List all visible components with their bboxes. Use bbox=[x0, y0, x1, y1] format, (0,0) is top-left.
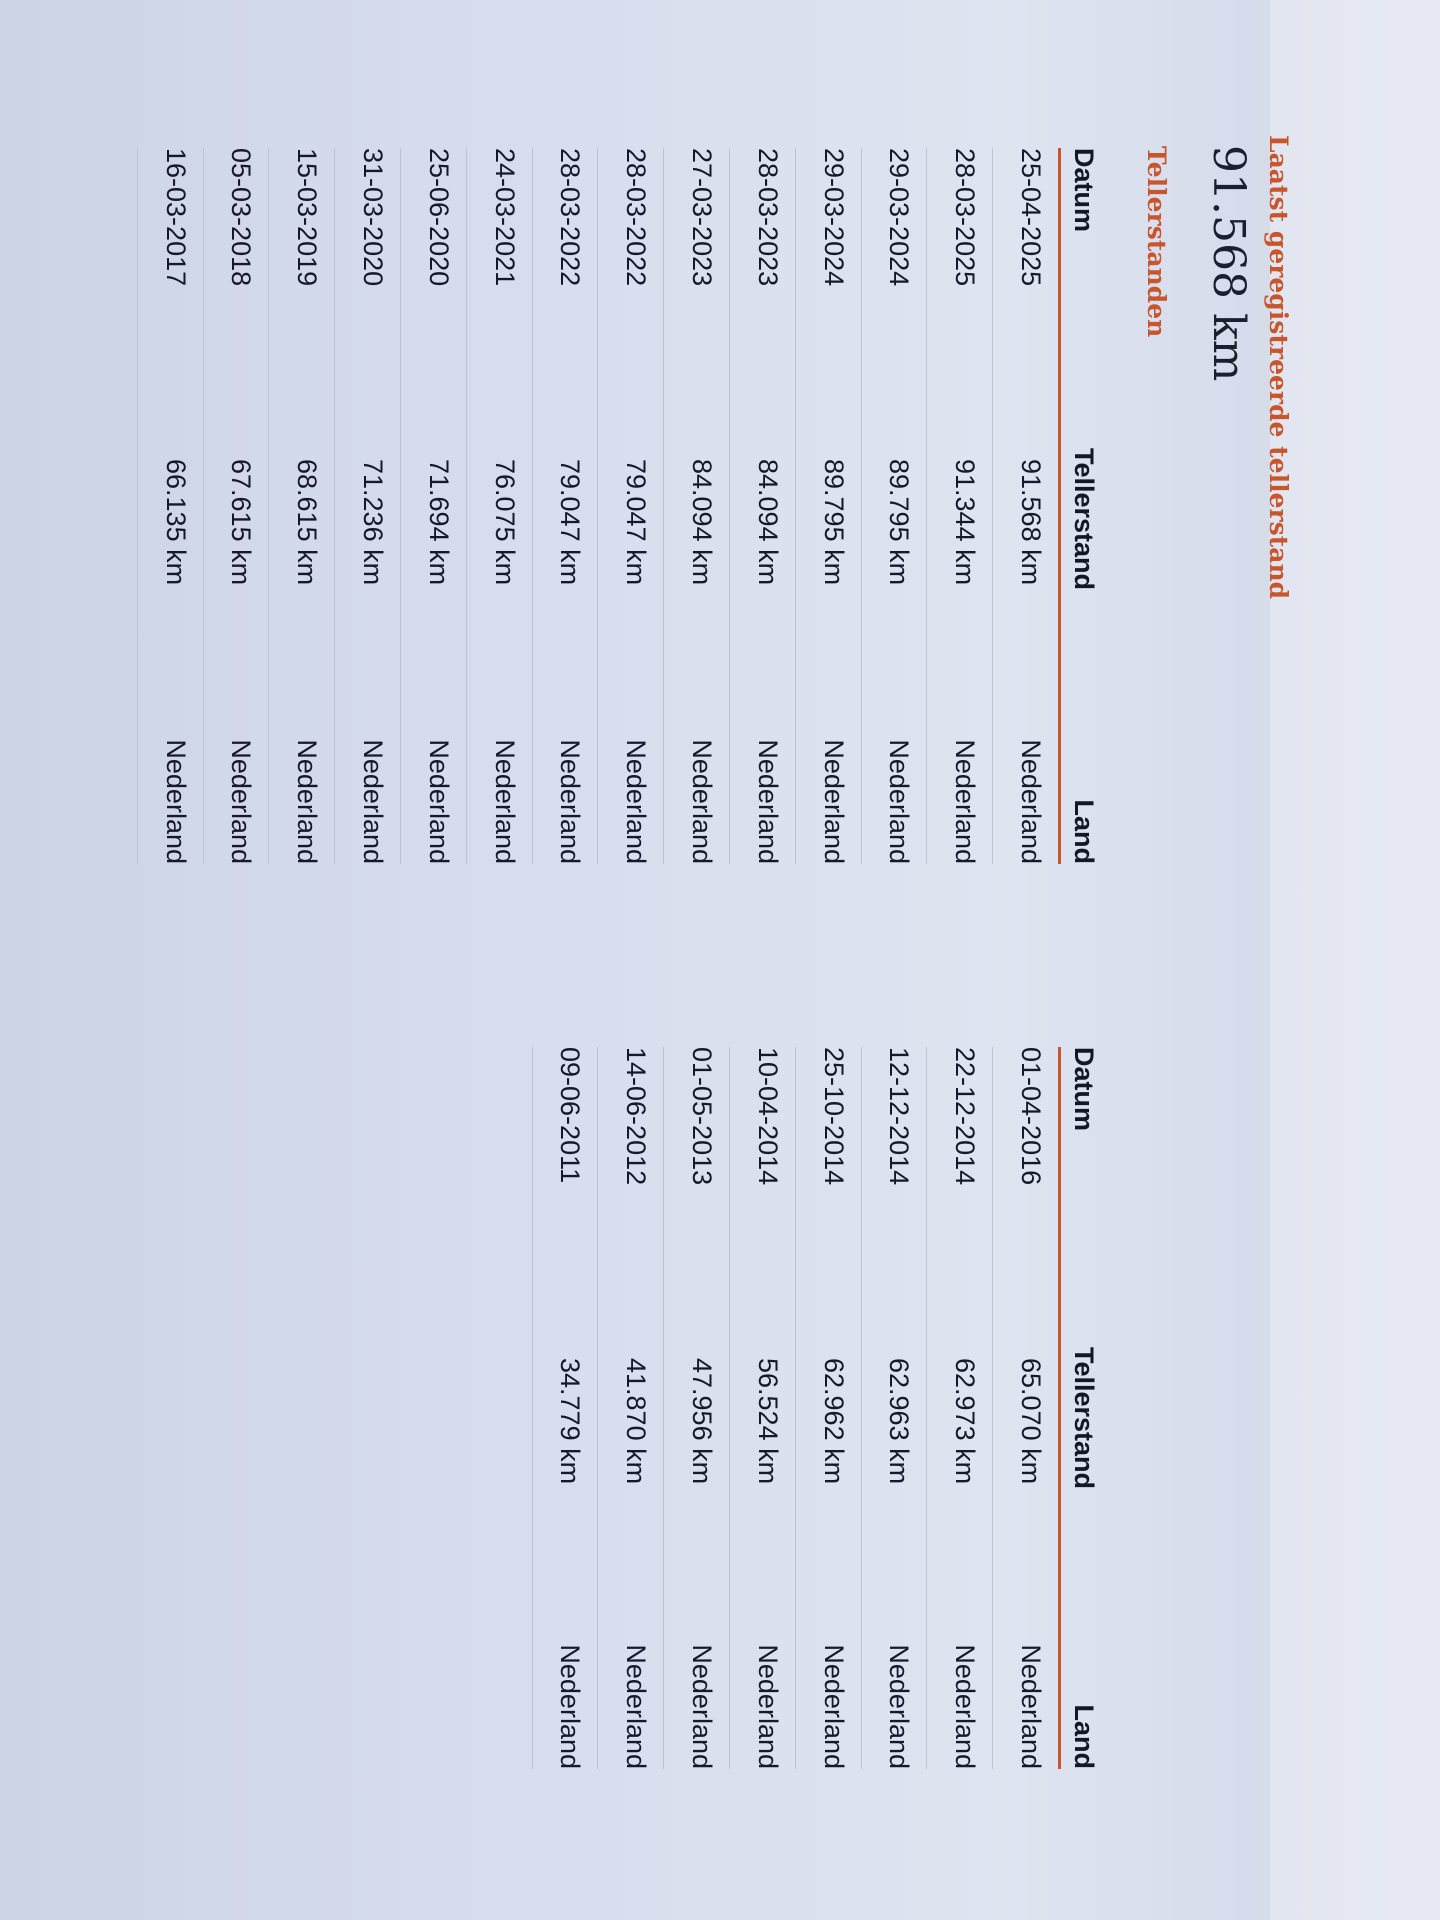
row-country: Nederland bbox=[752, 739, 783, 864]
row-reading: 91.344 km bbox=[950, 459, 981, 586]
row-country: Nederland bbox=[621, 1644, 652, 1769]
header-reading: Tellerstand bbox=[1069, 448, 1099, 591]
row-date: 10-04-2014 bbox=[752, 1047, 783, 1186]
row-reading: 62.962 km bbox=[818, 1358, 849, 1485]
row-country: Nederland bbox=[687, 739, 718, 864]
table-row bbox=[663, 148, 729, 864]
row-reading: 76.075 km bbox=[489, 459, 520, 586]
row-country: Nederland bbox=[687, 1644, 718, 1769]
row-date: 14-06-2012 bbox=[621, 1047, 652, 1186]
row-reading: 67.615 km bbox=[226, 459, 257, 586]
table-row bbox=[663, 1047, 729, 1769]
table-row bbox=[400, 148, 466, 864]
table-row bbox=[532, 148, 598, 864]
table-row bbox=[137, 148, 203, 864]
table-row bbox=[597, 1047, 663, 1769]
row-date: 29-03-2024 bbox=[884, 148, 915, 287]
row-date: 01-05-2013 bbox=[687, 1047, 718, 1186]
table-header bbox=[1058, 1047, 1107, 1769]
row-country: Nederland bbox=[818, 1644, 849, 1769]
header-country: Land bbox=[1069, 799, 1099, 864]
row-reading: 71.694 km bbox=[423, 459, 454, 586]
row-country: Nederland bbox=[555, 1644, 586, 1769]
row-date: 24-03-2021 bbox=[489, 148, 520, 287]
row-country: Nederland bbox=[1016, 739, 1046, 864]
row-date: 16-03-2017 bbox=[160, 148, 191, 287]
row-country: Nederland bbox=[950, 739, 981, 864]
row-reading: 62.963 km bbox=[884, 1358, 915, 1485]
row-date: 12-12-2014 bbox=[884, 1047, 915, 1186]
table-row bbox=[729, 148, 795, 864]
section-title: Tellerstanden bbox=[1142, 146, 1171, 338]
row-country: Nederland bbox=[226, 739, 257, 864]
row-country: Nederland bbox=[950, 1644, 981, 1769]
row-date: 05-03-2018 bbox=[226, 148, 257, 287]
row-reading: 79.047 km bbox=[621, 459, 652, 586]
row-country: Nederland bbox=[423, 739, 454, 864]
table-row bbox=[992, 148, 1058, 864]
odometer-table-right bbox=[532, 1047, 1107, 1769]
row-country: Nederland bbox=[489, 739, 520, 864]
table-row bbox=[795, 1047, 861, 1769]
row-reading: 66.135 km bbox=[160, 459, 191, 586]
table-row bbox=[466, 148, 532, 864]
table-row bbox=[861, 1047, 927, 1769]
row-country: Nederland bbox=[160, 739, 191, 864]
row-reading: 68.615 km bbox=[292, 459, 323, 586]
row-date: 25-10-2014 bbox=[818, 1047, 849, 1186]
odometer-table-left bbox=[137, 148, 1107, 864]
row-date: 27-03-2023 bbox=[687, 148, 718, 287]
row-country: Nederland bbox=[621, 739, 652, 864]
table-header bbox=[1058, 148, 1107, 864]
table-row bbox=[926, 148, 992, 864]
row-reading: 79.047 km bbox=[555, 459, 586, 586]
row-date: 29-03-2024 bbox=[818, 148, 849, 287]
header-reading: Tellerstand bbox=[1069, 1347, 1099, 1490]
row-country: Nederland bbox=[752, 1644, 783, 1769]
row-reading: 71.236 km bbox=[358, 459, 389, 586]
row-date: 15-03-2019 bbox=[292, 148, 323, 287]
row-reading: 84.094 km bbox=[687, 459, 718, 586]
table-row bbox=[597, 148, 663, 864]
row-date: 28-03-2023 bbox=[752, 148, 783, 287]
table-row bbox=[532, 1047, 598, 1769]
row-reading: 41.870 km bbox=[621, 1358, 652, 1485]
row-date: 22-12-2014 bbox=[950, 1047, 981, 1186]
row-reading: 65.070 km bbox=[1016, 1358, 1046, 1485]
row-reading: 47.956 km bbox=[687, 1358, 718, 1485]
row-country: Nederland bbox=[358, 739, 389, 864]
table-row bbox=[992, 1047, 1058, 1769]
row-date: 28-03-2022 bbox=[621, 148, 652, 287]
table-row bbox=[729, 1047, 795, 1769]
last-reading-label: Laatst geregistreerde tellerstand bbox=[1264, 135, 1293, 600]
last-reading-value: 91.568 km bbox=[1203, 145, 1254, 382]
row-country: Nederland bbox=[884, 739, 915, 864]
row-country: Nederland bbox=[555, 739, 586, 864]
row-date: 25-04-2025 bbox=[1016, 148, 1046, 287]
row-country: Nederland bbox=[292, 739, 323, 864]
row-country: Nederland bbox=[1016, 1644, 1046, 1769]
row-reading: 62.973 km bbox=[950, 1358, 981, 1485]
row-date: 09-06-2011 bbox=[555, 1047, 586, 1184]
table-row bbox=[926, 1047, 992, 1769]
table-row bbox=[861, 148, 927, 864]
table-row bbox=[795, 148, 861, 864]
table-row bbox=[203, 148, 269, 864]
table-row bbox=[268, 148, 334, 864]
row-reading: 91.568 km bbox=[1016, 459, 1046, 586]
row-date: 28-03-2025 bbox=[950, 148, 981, 287]
row-reading: 34.779 km bbox=[555, 1358, 586, 1485]
header-country: Land bbox=[1069, 1704, 1099, 1769]
row-reading: 84.094 km bbox=[752, 459, 783, 586]
row-reading: 89.795 km bbox=[884, 459, 915, 586]
row-country: Nederland bbox=[818, 739, 849, 864]
table-row bbox=[334, 148, 400, 864]
row-date: 31-03-2020 bbox=[358, 148, 389, 287]
row-date: 01-04-2016 bbox=[1016, 1047, 1046, 1186]
row-reading: 56.524 km bbox=[752, 1358, 783, 1485]
row-reading: 89.795 km bbox=[818, 459, 849, 586]
row-date: 28-03-2022 bbox=[555, 148, 586, 287]
header-date: Datum bbox=[1069, 1047, 1099, 1132]
header-date: Datum bbox=[1069, 148, 1099, 233]
row-date: 25-06-2020 bbox=[423, 148, 454, 287]
row-country: Nederland bbox=[884, 1644, 915, 1769]
